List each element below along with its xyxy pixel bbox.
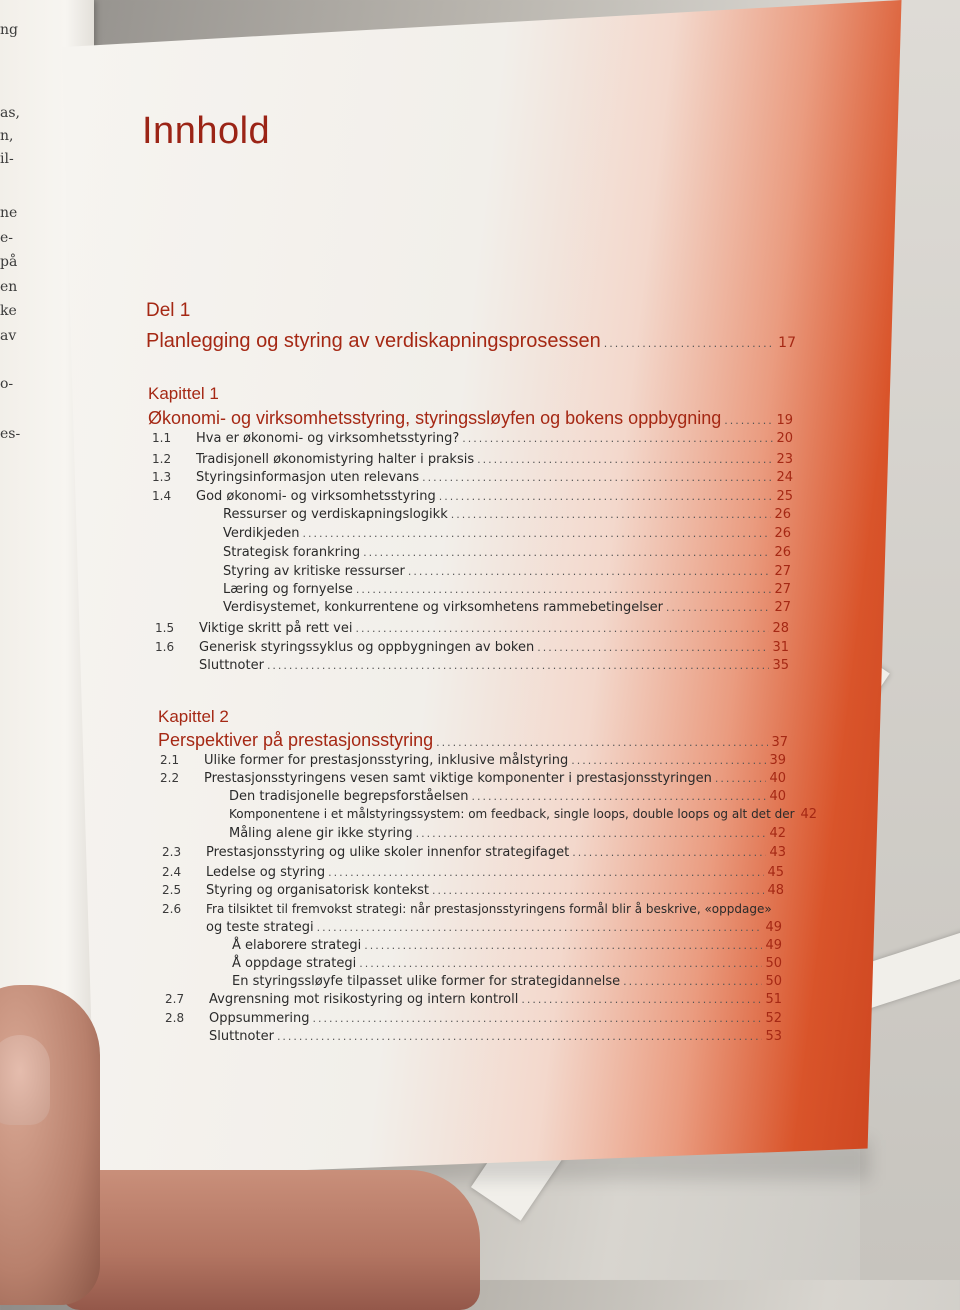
leader-dots xyxy=(317,921,763,934)
toc-subentry xyxy=(232,974,782,989)
entry-label: Hva er økonomi- og virksomhetsstyring? xyxy=(196,431,460,446)
leader-dots xyxy=(416,827,767,840)
toc-entry xyxy=(152,452,793,467)
left-page-text: o- xyxy=(0,376,14,392)
toc-entry xyxy=(155,658,789,673)
section-number: 2.1 xyxy=(160,753,180,767)
left-page-text: e- xyxy=(0,230,14,246)
left-page-text: n, xyxy=(0,128,14,144)
page-number: 48 xyxy=(767,883,784,898)
entry-label: Viktige skritt på rett vei xyxy=(199,621,353,636)
entry-label: og teste strategi xyxy=(206,920,314,935)
section-number: 2.6 xyxy=(162,902,182,916)
leader-dots xyxy=(364,939,762,952)
toc-entry xyxy=(162,920,782,935)
section-number: 2.2 xyxy=(160,771,180,785)
leader-dots xyxy=(477,453,773,466)
entry-label: En styringssløyfe tilpasset ulike former for strategidannelse xyxy=(232,974,621,989)
hand-thumb xyxy=(0,985,100,1305)
section-number: 2.3 xyxy=(162,845,182,859)
entry-label: Å oppdage strategi xyxy=(232,956,357,971)
leader-dots xyxy=(666,601,772,614)
entry-label: Ressurser og verdiskapningslogikk xyxy=(223,507,448,522)
entry-label: Den tradisjonelle begrepsforståelsen xyxy=(229,789,469,804)
toc-subentry xyxy=(223,507,791,522)
leader-dots xyxy=(363,546,771,559)
page-number: 27 xyxy=(774,600,791,615)
toc-entry xyxy=(155,640,789,655)
page-number: 27 xyxy=(774,564,791,579)
toc-subentry xyxy=(223,600,791,615)
page-number: 25 xyxy=(776,489,793,504)
page-number: 43 xyxy=(769,845,786,860)
page-number: 40 xyxy=(769,789,786,804)
leader-dots xyxy=(572,846,766,859)
toc-entry xyxy=(152,470,793,485)
left-page-text: av xyxy=(0,328,17,344)
left-page-text: ng xyxy=(0,22,18,38)
leader-dots xyxy=(623,975,762,988)
left-page-text: en xyxy=(0,279,18,295)
toc-entry xyxy=(155,621,789,636)
leader-dots xyxy=(432,884,764,897)
entry-label: Prestasjonsstyring og ulike skoler innenfor strategifaget xyxy=(206,845,570,860)
toc-chapter-entry xyxy=(148,408,793,429)
toc-entry xyxy=(152,431,793,446)
entry-label: Styringsinformasjon uten relevans xyxy=(196,470,420,485)
leader-dots xyxy=(521,993,762,1006)
toc-subentry xyxy=(232,956,782,971)
hand-palm xyxy=(60,1170,480,1310)
leader-dots xyxy=(537,641,769,654)
section-number: 2.8 xyxy=(165,1011,185,1025)
chapter-title: Perspektiver på prestasjonsstyring xyxy=(158,730,434,750)
entry-label: Å elaborere strategi xyxy=(232,938,362,953)
leader-dots xyxy=(436,736,768,749)
page-number: 51 xyxy=(765,992,782,1007)
toc-subentry xyxy=(229,807,818,822)
entry-label: Komponentene i et målstyringssystem: om feedback, single loops, double loops og alt det der xyxy=(229,807,795,821)
page-number: 50 xyxy=(765,974,782,989)
entry-label: Styring og organisatorisk kontekst xyxy=(206,883,430,898)
entry-label: Strategisk forankring xyxy=(223,545,361,560)
toc-entry xyxy=(160,753,786,768)
leader-dots xyxy=(715,772,767,785)
page-number: 27 xyxy=(774,582,791,597)
page-number: 26 xyxy=(774,545,791,560)
page-number: 23 xyxy=(776,452,793,467)
leader-dots xyxy=(451,508,772,521)
entry-label: Avgrensning mot risikostyring og intern kontroll xyxy=(209,992,519,1007)
leader-dots xyxy=(267,659,770,672)
left-page-text: as, xyxy=(0,105,20,121)
entry-label: Måling alene gir ikke styring xyxy=(229,826,413,841)
entry-label: Læring og fornyelse xyxy=(223,582,353,597)
page-number: 53 xyxy=(765,1029,782,1044)
toc-subentry xyxy=(223,526,791,541)
page-number: 31 xyxy=(772,640,789,655)
toc-entry xyxy=(162,865,784,880)
section-number: 1.6 xyxy=(155,640,175,654)
leader-dots xyxy=(422,471,773,484)
toc-chapter-entry xyxy=(158,730,788,751)
entry-label: Verdisystemet, konkurrentene og virksomhetens rammebetingelser xyxy=(223,600,663,615)
section-number: 1.2 xyxy=(152,452,172,466)
entry-label: Ulike former for prestasjonsstyring, inklusive målstyring xyxy=(204,753,569,768)
section-number: 1.3 xyxy=(152,470,172,484)
leader-dots xyxy=(472,790,767,803)
page-number: 39 xyxy=(769,753,786,768)
entry-label: Oppsummering xyxy=(209,1011,310,1026)
entry-label: Prestasjonsstyringens vesen samt viktige komponenter i prestasjonsstyringen xyxy=(204,771,712,786)
leader-dots xyxy=(313,1012,763,1025)
page-number: 26 xyxy=(774,507,791,522)
entry-label: Sluttnoter xyxy=(199,658,264,673)
entry-label: Sluttnoter xyxy=(209,1029,274,1044)
toc-part-entry xyxy=(146,330,796,353)
chapter-title: Økonomi- og virksomhetsstyring, styringssløyfen og bokens oppbygning xyxy=(148,408,722,428)
page-number: 37 xyxy=(771,735,788,750)
left-page-text: ne xyxy=(0,205,18,221)
leader-dots xyxy=(359,957,762,970)
chapter-label: Kapittel 2 xyxy=(158,707,229,726)
leader-dots xyxy=(571,754,766,767)
entry-label: Verdikjeden xyxy=(223,526,300,541)
toc-subentry xyxy=(232,938,782,953)
section-number: 2.5 xyxy=(162,883,182,897)
page-number: 52 xyxy=(765,1011,782,1026)
part-title: Planlegging og styring av verdiskapningsprosessen xyxy=(146,330,601,352)
toc-entry xyxy=(165,1029,782,1044)
section-number: 1.5 xyxy=(155,621,175,635)
page-number: 26 xyxy=(774,526,791,541)
page-title: Innhold xyxy=(142,110,271,152)
toc-entry xyxy=(162,845,786,860)
left-page-text: es- xyxy=(0,426,21,442)
page-number: 40 xyxy=(769,771,786,786)
page-number: 42 xyxy=(769,826,786,841)
page-number: 49 xyxy=(765,920,782,935)
left-page-text: på xyxy=(0,254,18,270)
leader-dots xyxy=(604,337,775,350)
page-number: 50 xyxy=(765,956,782,971)
toc-subentry xyxy=(229,826,786,841)
leader-dots xyxy=(328,866,764,879)
toc-entry xyxy=(152,489,793,504)
entry-label: Styring av kritiske ressurser xyxy=(223,564,405,579)
page-number: 49 xyxy=(765,938,782,953)
thumb-nail xyxy=(0,1035,50,1125)
section-number: 2.7 xyxy=(165,992,185,1006)
section-number: 2.4 xyxy=(162,865,182,879)
toc-entry xyxy=(165,992,782,1007)
toc-subentry xyxy=(229,789,786,804)
leader-dots xyxy=(277,1030,763,1043)
left-page-text: ke xyxy=(0,303,17,319)
chapter-label: Kapittel 1 xyxy=(148,384,219,403)
toc-entry xyxy=(162,883,784,898)
part-label: Del 1 xyxy=(146,300,191,321)
toc-subentry xyxy=(223,545,791,560)
entry-label: Fra tilsiktet til fremvokst strategi: når prestasjonsstyringens formål blir å beskrive, «oppdage» xyxy=(206,902,772,916)
toc-entry xyxy=(165,1011,782,1026)
page-number: 19 xyxy=(776,413,793,428)
page-number: 45 xyxy=(767,865,784,880)
leader-dots xyxy=(439,490,774,503)
section-number: 1.1 xyxy=(152,431,172,445)
page-number: 24 xyxy=(776,470,793,485)
toc-entry xyxy=(160,771,786,786)
leader-dots xyxy=(724,414,773,427)
section-number: 1.4 xyxy=(152,489,172,503)
entry-label: Ledelse og styring xyxy=(206,865,326,880)
toc-subentry xyxy=(223,564,791,579)
page-number: 20 xyxy=(776,431,793,446)
left-page-text: il- xyxy=(0,151,14,167)
leader-dots xyxy=(355,622,769,635)
entry-label: Tradisjonell økonomistyring halter i praksis xyxy=(196,452,475,467)
entry-label: God økonomi- og virksomhetsstyring xyxy=(196,489,436,504)
toc-entry xyxy=(162,902,784,916)
page-number: 28 xyxy=(772,621,789,636)
page-number: 42 xyxy=(800,807,818,822)
page-number: 17 xyxy=(778,335,796,351)
leader-dots xyxy=(408,565,772,578)
leader-dots xyxy=(462,432,773,445)
leader-dots xyxy=(303,527,772,540)
entry-label: Generisk styringssyklus og oppbygningen av boken xyxy=(199,640,535,655)
toc-subentry xyxy=(223,582,791,597)
page-number: 35 xyxy=(772,658,789,673)
leader-dots xyxy=(356,583,772,596)
